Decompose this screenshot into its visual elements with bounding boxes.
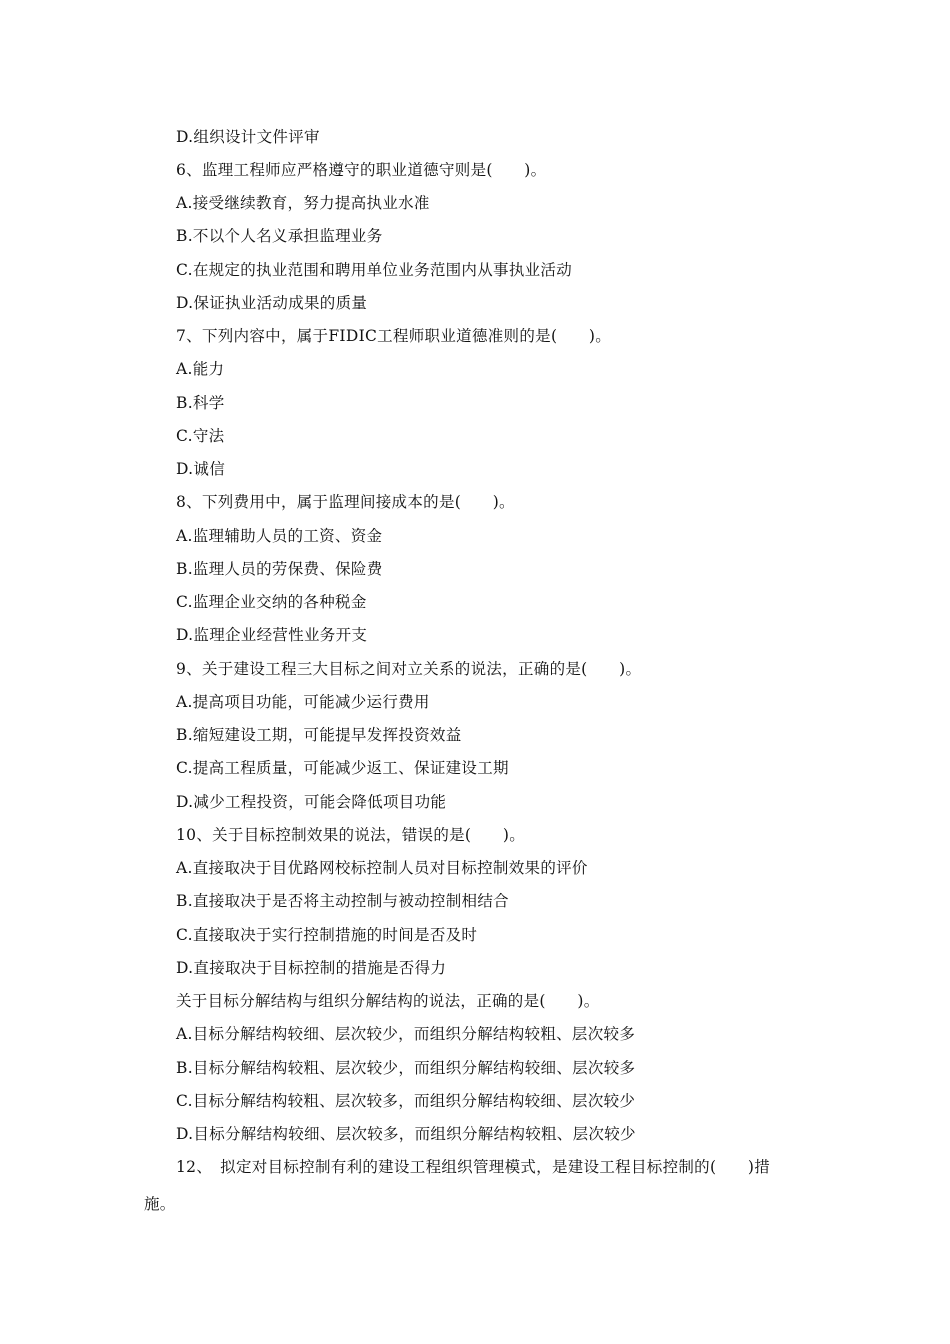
text-line: D.组织设计文件评审 (176, 128, 320, 146)
option-line: A.监理辅助人员的工资、资金 (176, 527, 383, 545)
option-line: B.科学 (176, 394, 225, 412)
question-9: 9、关于建设工程三大目标之间对立关系的说法，正确的是( )。 (176, 660, 642, 678)
option-line: B.监理人员的劳保费、保险费 (176, 560, 383, 578)
question-12-continuation: 施。 (144, 1195, 176, 1213)
option-line: C.提高工程质量，可能减少返工、保证建设工期 (176, 759, 509, 777)
question-8: 8、下列费用中，属于监理间接成本的是( )。 (176, 493, 515, 511)
option-line: A.直接取决于目优路网校标控制人员对目标控制效果的评价 (176, 859, 588, 877)
option-line: D.目标分解结构较细、层次较多，而组织分解结构较粗、层次较少 (176, 1125, 636, 1143)
question-7: 7、下列内容中，属于FIDIC工程师职业道德准则的是( )。 (176, 327, 612, 345)
option-line: C.监理企业交纳的各种税金 (176, 593, 367, 611)
option-line: A.提高项目功能，可能减少运行费用 (176, 693, 430, 711)
option-line: A.能力 (176, 360, 225, 378)
option-line: B.直接取决于是否将主动控制与被动控制相结合 (176, 892, 509, 910)
option-line: B.缩短建设工期，可能提早发挥投资效益 (176, 726, 462, 744)
option-line: A.目标分解结构较细、层次较少，而组织分解结构较粗、层次较多 (176, 1025, 636, 1043)
option-line: D.直接取决于目标控制的措施是否得力 (176, 959, 447, 977)
option-line: D.减少工程投资，可能会降低项目功能 (176, 793, 447, 811)
option-line: A.接受继续教育，努力提高执业水准 (176, 194, 430, 212)
option-line: B.不以个人名义承担监理业务 (176, 227, 383, 245)
question-10: 10、关于目标控制效果的说法，错误的是( )。 (176, 826, 526, 844)
question-12: 12、 拟定对目标控制有利的建设工程组织管理模式，是建设工程目标控制的( )措 (176, 1158, 771, 1176)
option-line: C.在规定的执业范围和聘用单位业务范围内从事执业活动 (176, 261, 573, 279)
option-line: B.目标分解结构较粗、层次较少，而组织分解结构较细、层次较多 (176, 1059, 636, 1077)
option-line: C.守法 (176, 427, 225, 445)
option-line: C.目标分解结构较粗、层次较多，而组织分解结构较细、层次较少 (176, 1092, 636, 1110)
option-line: C.直接取决于实行控制措施的时间是否及时 (176, 926, 478, 944)
option-line: D.保证执业活动成果的质量 (176, 294, 368, 312)
option-line: D.监理企业经营性业务开支 (176, 626, 368, 644)
question-11: 关于目标分解结构与组织分解结构的说法，正确的是( )。 (176, 992, 600, 1010)
option-line: D.诚信 (176, 460, 226, 478)
question-6: 6、监理工程师应严格遵守的职业道德守则是( )。 (176, 161, 547, 179)
